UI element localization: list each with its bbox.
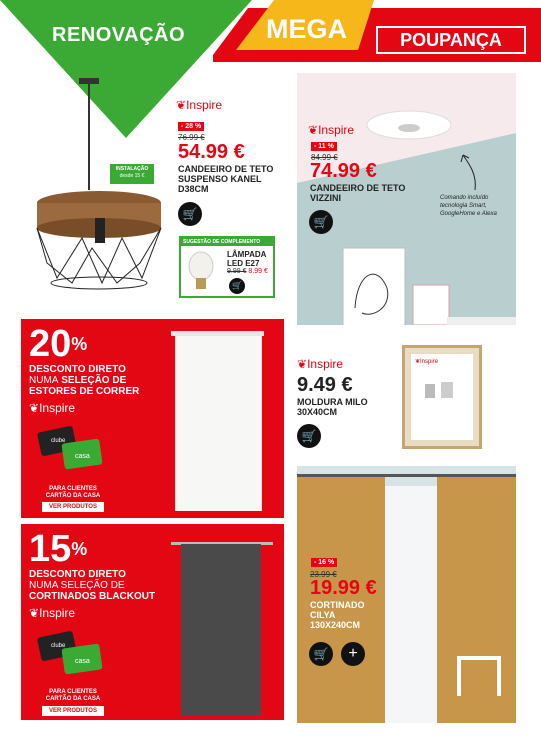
kanel-lamp-image bbox=[22, 78, 177, 293]
curtains-promo-text bbox=[29, 569, 155, 602]
milo-name-line1: MOLDURA MILO bbox=[297, 397, 368, 407]
roller-blind-top bbox=[171, 331, 264, 336]
blinds-clientes-line1: PARA CLIENTES bbox=[49, 486, 97, 492]
side-table bbox=[457, 656, 501, 696]
suggestion-name-line1: LÂMPADA bbox=[227, 250, 267, 259]
milo-name bbox=[297, 397, 368, 417]
suggestion-box bbox=[179, 236, 275, 298]
vizzini-note-line2: tecnologia Smart, bbox=[440, 203, 487, 209]
curtains-clientes-line2: CARTÃO DA CASA bbox=[45, 696, 101, 702]
blinds-percent: 20% bbox=[29, 323, 88, 365]
suggestion-prices bbox=[227, 268, 268, 275]
blinds-ver-produtos-button[interactable]: VER PRODUTOS bbox=[42, 502, 104, 512]
loyalty-cards-image bbox=[37, 626, 109, 681]
milo-price: 9.49 € bbox=[297, 374, 353, 396]
poupanca-title: POUPANÇA bbox=[376, 26, 526, 54]
vizzini-old-price: 84.99 € bbox=[311, 153, 338, 162]
blinds-promo-line3: ESTORES DE CORRER bbox=[29, 386, 140, 397]
milo-frame-brand: ❦Inspire bbox=[415, 359, 439, 365]
cart-icon: 🛒 bbox=[313, 647, 329, 661]
cilya-old-price: 23.99 € bbox=[310, 570, 337, 579]
blinds-promo-line1: DESCONTO DIRETO bbox=[29, 364, 126, 375]
vizzini-discount-badge: - 11 % bbox=[311, 142, 337, 151]
milo-name-line2: 30X40CM bbox=[297, 407, 338, 417]
vizzini-note-line1: Comando incluído bbox=[440, 195, 489, 201]
blinds-promo-panel bbox=[21, 319, 284, 518]
blackout-curtain-image bbox=[181, 544, 261, 716]
kanel-cart-button[interactable] bbox=[178, 202, 202, 226]
curtains-clientes bbox=[37, 689, 109, 703]
roller-blind-image bbox=[175, 333, 262, 511]
blinds-promo-text bbox=[29, 364, 139, 397]
cilya-discount-badge: - 16 % bbox=[311, 558, 337, 567]
cilya-cart-button[interactable] bbox=[309, 642, 333, 666]
vizzini-price: 74.99 € bbox=[310, 160, 377, 182]
kanel-price: 54.99 € bbox=[178, 141, 245, 163]
cilya-name-line3: 130X240CM bbox=[310, 620, 361, 630]
blinds-clientes bbox=[37, 486, 109, 500]
curtains-clientes-line1: PARA CLIENTES bbox=[49, 689, 97, 695]
curtains-brand: ❦Inspire bbox=[29, 606, 76, 620]
installation-badge bbox=[110, 164, 154, 184]
kanel-discount-badge: - 28 % bbox=[178, 122, 204, 131]
suggestion-name bbox=[227, 250, 266, 268]
card-brand-label: clube bbox=[51, 438, 66, 444]
installation-badge-line1: INSTALAÇÃO bbox=[115, 166, 149, 172]
vizzini-name-line1: CANDEEIRO DE TETO bbox=[310, 183, 406, 193]
vizzini-note bbox=[440, 194, 497, 218]
milo-frame-image bbox=[402, 345, 482, 449]
led-bulb-image bbox=[187, 250, 215, 292]
blinds-promo-line2-bold: SELEÇÃO DE bbox=[61, 375, 127, 386]
renovacao-title: RENOVAÇÃO bbox=[52, 24, 186, 46]
vizzini-cart-button[interactable] bbox=[309, 210, 333, 234]
suggestion-old-price: 9.99 € bbox=[227, 268, 247, 275]
milo-brand: ❦Inspire bbox=[297, 357, 344, 371]
kanel-name-line1: CANDEEIRO DE TETO bbox=[178, 164, 274, 174]
cart-icon: 🛒 bbox=[313, 215, 329, 229]
cart-icon: 🛒 bbox=[301, 429, 317, 443]
kanel-old-price: 76.99 € bbox=[178, 133, 205, 142]
installation-badge-line2: desde 15 € bbox=[119, 173, 145, 179]
cart-icon: 🛒 bbox=[232, 281, 242, 290]
cart-icon: 🛒 bbox=[182, 207, 198, 221]
suggestion-title: SUGESTÃO DE COMPLEMENTO bbox=[181, 238, 273, 246]
cilya-add-button[interactable] bbox=[341, 642, 365, 666]
kanel-name-line2: SUSPENSO KANEL bbox=[178, 174, 262, 184]
mega-title: MEGA bbox=[266, 14, 347, 44]
vizzini-name bbox=[310, 183, 405, 203]
card-label: casa bbox=[75, 658, 90, 665]
cilya-name bbox=[310, 600, 365, 630]
card-brand-label: clube bbox=[51, 643, 66, 649]
kanel-name-line3: D38CM bbox=[178, 184, 209, 194]
cilya-price: 19.99 € bbox=[310, 577, 377, 599]
milo-cart-button[interactable] bbox=[297, 424, 321, 448]
curtains-promo-line1: DESCONTO DIRETO bbox=[29, 569, 126, 580]
curtains-promo-line2: NUMA SELEÇÃO DE bbox=[29, 580, 125, 591]
curtains-promo-line3: CORTINADOS BLACKOUT bbox=[29, 591, 156, 602]
cilya-name-line2: CILYA bbox=[310, 610, 336, 620]
blinds-promo-line2-thin: NUMA bbox=[29, 375, 59, 386]
plus-icon: + bbox=[348, 645, 358, 662]
curtains-percent: 15% bbox=[29, 528, 88, 570]
kanel-brand: ❦Inspire bbox=[176, 98, 223, 112]
curtains-promo-panel bbox=[21, 524, 284, 720]
loyalty-cards-image bbox=[37, 421, 109, 476]
note-arrow-icon bbox=[455, 150, 485, 192]
suggestion-name-line2: LED E27 bbox=[227, 259, 260, 268]
vizzini-note-line3: GoogleHome e Alexa bbox=[440, 211, 497, 217]
vizzini-name-line2: VIZZINI bbox=[310, 193, 341, 203]
card-label: casa bbox=[75, 453, 90, 460]
blinds-brand: ❦Inspire bbox=[29, 401, 76, 415]
kanel-name bbox=[178, 164, 273, 194]
suggestion-price: 8.99 € bbox=[248, 268, 268, 275]
blinds-clientes-line2: CARTÃO DA CASA bbox=[45, 493, 101, 499]
curtains-ver-produtos-button[interactable]: VER PRODUTOS bbox=[42, 706, 104, 716]
vizzini-brand: ❦Inspire bbox=[308, 123, 355, 137]
suggestion-cart-button[interactable] bbox=[229, 278, 245, 294]
cilya-name-line1: CORTINADO bbox=[310, 600, 365, 610]
